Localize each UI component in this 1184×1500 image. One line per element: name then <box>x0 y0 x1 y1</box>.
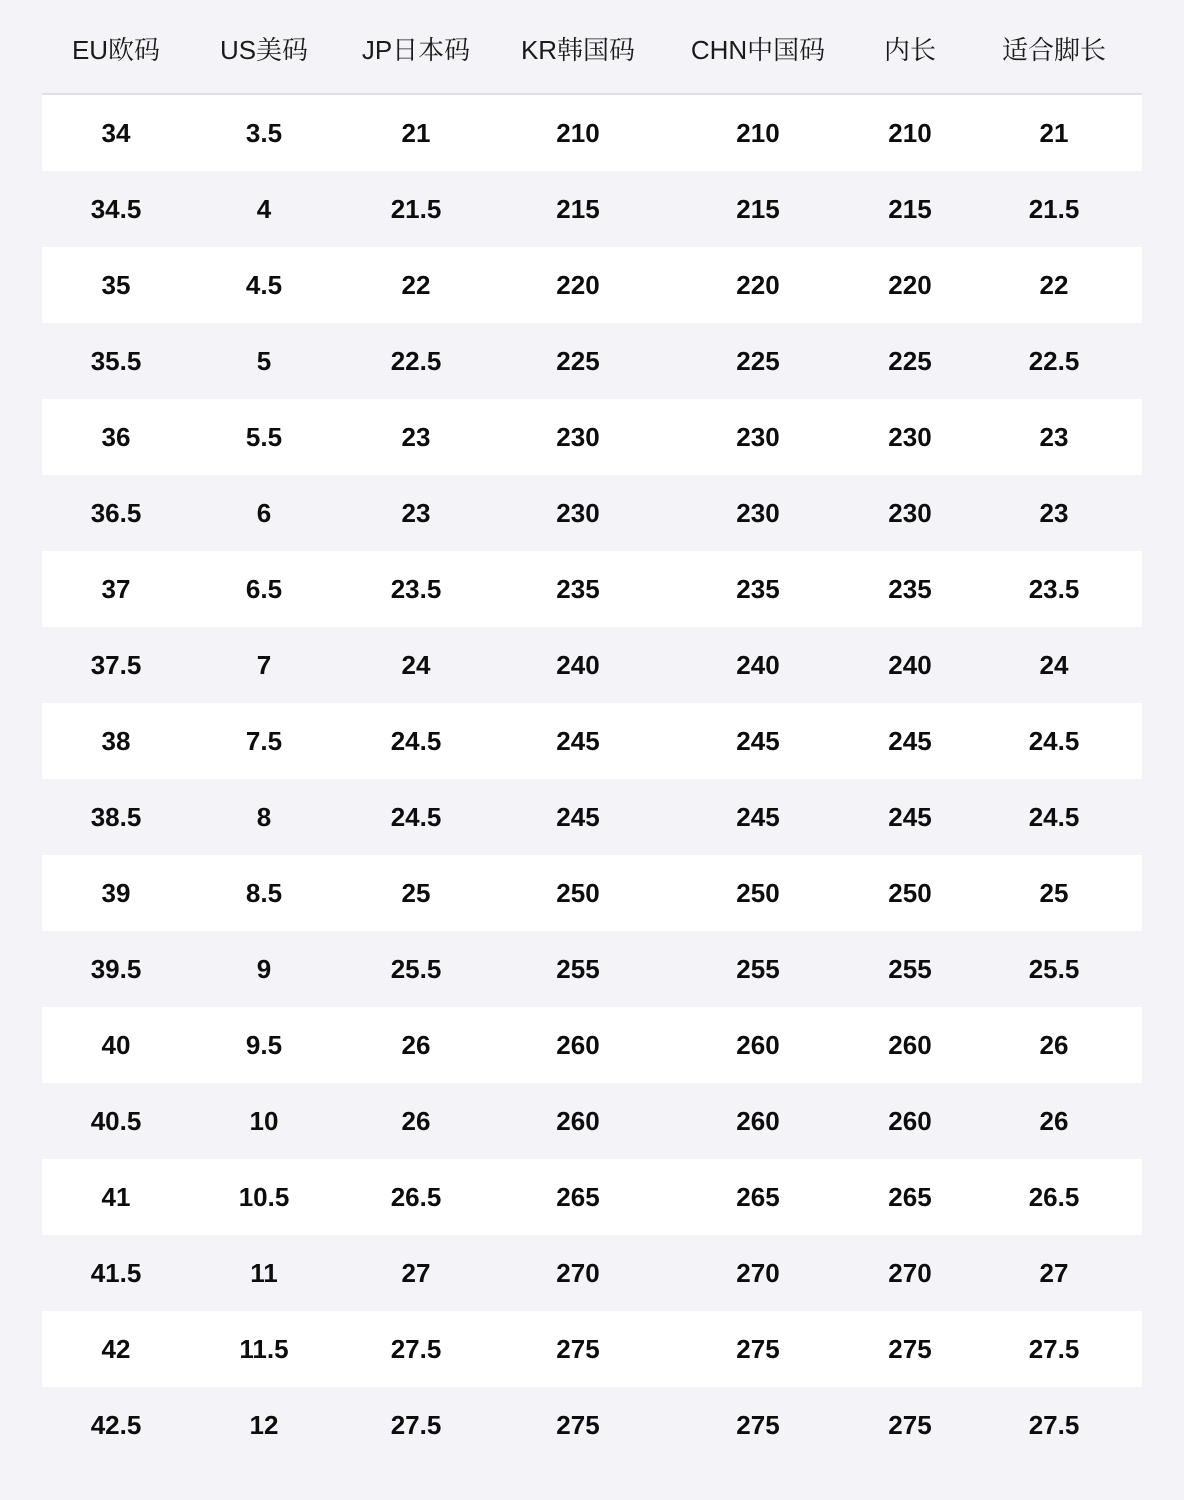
cell-us: 11 <box>190 1235 338 1311</box>
table-row <box>42 1007 1142 1083</box>
cell-us: 12 <box>190 1387 338 1463</box>
cell-eu: 41 <box>42 1159 190 1235</box>
cell-jp: 23 <box>338 475 494 551</box>
table-row <box>42 94 1142 171</box>
cell-kr: 275 <box>494 1387 662 1463</box>
table-row <box>42 779 1142 855</box>
table-row <box>42 1235 1142 1311</box>
cell-chn: 220 <box>662 247 854 323</box>
size-conversion-table <box>42 0 1142 1463</box>
cell-chn: 240 <box>662 627 854 703</box>
cell-inner-length: 225 <box>854 323 966 399</box>
cell-foot-length: 21 <box>966 94 1142 171</box>
cell-kr: 245 <box>494 703 662 779</box>
cell-foot-length: 25 <box>966 855 1142 931</box>
cell-jp: 25.5 <box>338 931 494 1007</box>
cell-jp: 26.5 <box>338 1159 494 1235</box>
cell-kr: 215 <box>494 171 662 247</box>
cell-inner-length: 260 <box>854 1007 966 1083</box>
cell-eu: 42.5 <box>42 1387 190 1463</box>
cell-eu: 35 <box>42 247 190 323</box>
table-row <box>42 171 1142 247</box>
cell-eu: 40.5 <box>42 1083 190 1159</box>
cell-foot-length: 27 <box>966 1235 1142 1311</box>
cell-us: 10 <box>190 1083 338 1159</box>
cell-jp: 22 <box>338 247 494 323</box>
cell-foot-length: 25.5 <box>966 931 1142 1007</box>
cell-inner-length: 210 <box>854 94 966 171</box>
column-header-kr: KR韩国码 <box>494 0 662 94</box>
cell-inner-length: 245 <box>854 779 966 855</box>
cell-kr: 270 <box>494 1235 662 1311</box>
cell-inner-length: 275 <box>854 1311 966 1387</box>
table-row <box>42 551 1142 627</box>
cell-kr: 240 <box>494 627 662 703</box>
table-body <box>42 94 1142 1463</box>
cell-kr: 230 <box>494 475 662 551</box>
column-header-eu: EU欧码 <box>42 0 190 94</box>
cell-chn: 215 <box>662 171 854 247</box>
table-row <box>42 855 1142 931</box>
table-row <box>42 1159 1142 1235</box>
table-row <box>42 247 1142 323</box>
cell-foot-length: 23.5 <box>966 551 1142 627</box>
table-header <box>42 0 1142 94</box>
cell-eu: 36.5 <box>42 475 190 551</box>
table-row <box>42 931 1142 1007</box>
table-row <box>42 399 1142 475</box>
cell-kr: 230 <box>494 399 662 475</box>
cell-us: 8.5 <box>190 855 338 931</box>
cell-jp: 21.5 <box>338 171 494 247</box>
cell-us: 7 <box>190 627 338 703</box>
cell-chn: 255 <box>662 931 854 1007</box>
cell-foot-length: 24.5 <box>966 703 1142 779</box>
cell-eu: 38.5 <box>42 779 190 855</box>
cell-chn: 275 <box>662 1387 854 1463</box>
cell-eu: 37 <box>42 551 190 627</box>
cell-jp: 23.5 <box>338 551 494 627</box>
column-header-inner-length: 内长 <box>854 0 966 94</box>
cell-kr: 220 <box>494 247 662 323</box>
cell-jp: 25 <box>338 855 494 931</box>
cell-kr: 250 <box>494 855 662 931</box>
table-row <box>42 1083 1142 1159</box>
table-row <box>42 703 1142 779</box>
table-row <box>42 1387 1142 1463</box>
cell-eu: 37.5 <box>42 627 190 703</box>
cell-chn: 275 <box>662 1311 854 1387</box>
cell-kr: 255 <box>494 931 662 1007</box>
cell-chn: 250 <box>662 855 854 931</box>
cell-us: 9.5 <box>190 1007 338 1083</box>
column-header-chn: CHN中国码 <box>662 0 854 94</box>
cell-kr: 275 <box>494 1311 662 1387</box>
cell-foot-length: 24.5 <box>966 779 1142 855</box>
cell-us: 10.5 <box>190 1159 338 1235</box>
cell-kr: 210 <box>494 94 662 171</box>
cell-inner-length: 255 <box>854 931 966 1007</box>
cell-jp: 22.5 <box>338 323 494 399</box>
cell-kr: 245 <box>494 779 662 855</box>
cell-eu: 40 <box>42 1007 190 1083</box>
cell-jp: 24.5 <box>338 703 494 779</box>
cell-us: 7.5 <box>190 703 338 779</box>
cell-chn: 235 <box>662 551 854 627</box>
cell-chn: 230 <box>662 475 854 551</box>
cell-inner-length: 220 <box>854 247 966 323</box>
cell-chn: 265 <box>662 1159 854 1235</box>
cell-us: 6.5 <box>190 551 338 627</box>
cell-kr: 235 <box>494 551 662 627</box>
cell-foot-length: 23 <box>966 399 1142 475</box>
cell-inner-length: 230 <box>854 399 966 475</box>
cell-chn: 225 <box>662 323 854 399</box>
cell-chn: 260 <box>662 1007 854 1083</box>
cell-jp: 21 <box>338 94 494 171</box>
cell-chn: 270 <box>662 1235 854 1311</box>
cell-eu: 41.5 <box>42 1235 190 1311</box>
cell-kr: 260 <box>494 1007 662 1083</box>
cell-kr: 260 <box>494 1083 662 1159</box>
cell-inner-length: 250 <box>854 855 966 931</box>
cell-foot-length: 21.5 <box>966 171 1142 247</box>
cell-jp: 27.5 <box>338 1387 494 1463</box>
cell-foot-length: 26.5 <box>966 1159 1142 1235</box>
cell-eu: 42 <box>42 1311 190 1387</box>
cell-inner-length: 270 <box>854 1235 966 1311</box>
cell-eu: 39.5 <box>42 931 190 1007</box>
cell-chn: 245 <box>662 703 854 779</box>
cell-eu: 35.5 <box>42 323 190 399</box>
cell-inner-length: 230 <box>854 475 966 551</box>
cell-jp: 23 <box>338 399 494 475</box>
column-header-foot-length: 适合脚长 <box>966 0 1142 94</box>
cell-us: 6 <box>190 475 338 551</box>
cell-foot-length: 26 <box>966 1083 1142 1159</box>
cell-kr: 265 <box>494 1159 662 1235</box>
cell-chn: 230 <box>662 399 854 475</box>
cell-jp: 24.5 <box>338 779 494 855</box>
column-header-us: US美码 <box>190 0 338 94</box>
cell-jp: 26 <box>338 1007 494 1083</box>
cell-inner-length: 265 <box>854 1159 966 1235</box>
cell-foot-length: 27.5 <box>966 1387 1142 1463</box>
cell-inner-length: 245 <box>854 703 966 779</box>
cell-kr: 225 <box>494 323 662 399</box>
cell-eu: 38 <box>42 703 190 779</box>
cell-chn: 210 <box>662 94 854 171</box>
cell-us: 11.5 <box>190 1311 338 1387</box>
cell-inner-length: 240 <box>854 627 966 703</box>
cell-eu: 39 <box>42 855 190 931</box>
cell-chn: 260 <box>662 1083 854 1159</box>
cell-us: 4.5 <box>190 247 338 323</box>
cell-us: 5.5 <box>190 399 338 475</box>
cell-eu: 34.5 <box>42 171 190 247</box>
header-row <box>42 0 1142 94</box>
table-row <box>42 323 1142 399</box>
cell-foot-length: 24 <box>966 627 1142 703</box>
cell-eu: 36 <box>42 399 190 475</box>
cell-jp: 24 <box>338 627 494 703</box>
cell-eu: 34 <box>42 94 190 171</box>
cell-inner-length: 275 <box>854 1387 966 1463</box>
cell-foot-length: 23 <box>966 475 1142 551</box>
cell-inner-length: 260 <box>854 1083 966 1159</box>
cell-foot-length: 22 <box>966 247 1142 323</box>
cell-jp: 27 <box>338 1235 494 1311</box>
cell-us: 5 <box>190 323 338 399</box>
table-row <box>42 627 1142 703</box>
cell-chn: 245 <box>662 779 854 855</box>
cell-foot-length: 26 <box>966 1007 1142 1083</box>
cell-jp: 27.5 <box>338 1311 494 1387</box>
cell-us: 3.5 <box>190 94 338 171</box>
cell-jp: 26 <box>338 1083 494 1159</box>
cell-us: 9 <box>190 931 338 1007</box>
cell-foot-length: 22.5 <box>966 323 1142 399</box>
table-row <box>42 1311 1142 1387</box>
cell-inner-length: 215 <box>854 171 966 247</box>
cell-us: 4 <box>190 171 338 247</box>
cell-foot-length: 27.5 <box>966 1311 1142 1387</box>
cell-us: 8 <box>190 779 338 855</box>
cell-inner-length: 235 <box>854 551 966 627</box>
column-header-jp: JP日本码 <box>338 0 494 94</box>
table-row <box>42 475 1142 551</box>
